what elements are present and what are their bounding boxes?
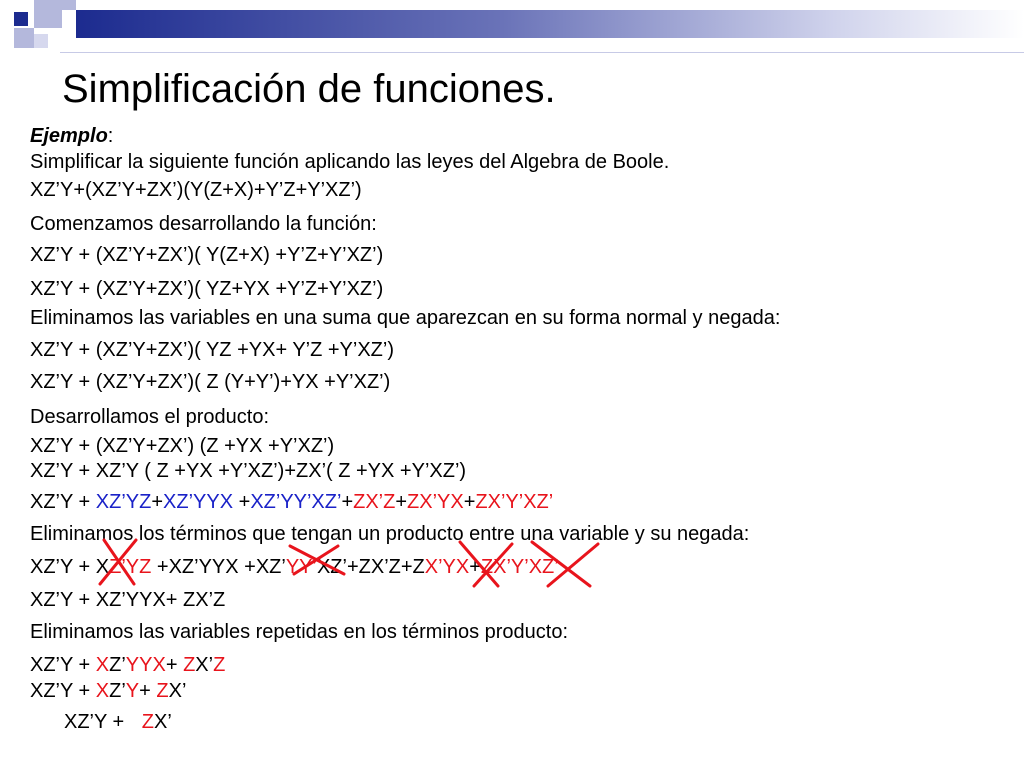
plus: + [469, 556, 481, 578]
example-label: Ejemplo [30, 125, 108, 147]
term-red: Y [125, 680, 140, 702]
step3-line-b: XZ’Y + XZ’Y ( Z +YX +Y’XZ’)+ZX’( Z +YX +Y’XZ’) [30, 460, 467, 482]
step2-line-b: XZ’Y + (XZ’Y+ZX’)( Z (Y+Y’)+YX +Y’XZ’) [30, 371, 391, 393]
term-red: X’YX [424, 556, 470, 578]
step4-text: Eliminamos los términos que tengan un producto entre una variable y su negada: [30, 523, 750, 545]
term: X’ [154, 711, 172, 733]
example-colon: : [107, 125, 114, 147]
step4-line-b: XZ’Y + XZ’YYX+ ZX’Z [30, 589, 226, 611]
term: XZ’Y + [30, 654, 96, 676]
cross-out-mark [548, 544, 598, 586]
term: XZ’Y + X [30, 556, 110, 578]
term: XZ’Y + [30, 491, 96, 513]
plus: + [233, 491, 251, 513]
term-red: Z [213, 654, 226, 676]
term: XZ’+ZX’Z+Z [316, 556, 425, 578]
cross-out-mark [532, 542, 590, 586]
step1-line-b: XZ’Y + (XZ’Y+ZX’)( YZ+YX +Y’Z+Y’XZ’) [30, 278, 384, 300]
term: Z’ [109, 680, 126, 702]
term-blue: XZ’YY’XZ’ [250, 491, 342, 513]
term-red: Z [183, 654, 196, 676]
term: X’ [168, 680, 187, 702]
term: X’ [195, 654, 214, 676]
term: Z’ [109, 654, 126, 676]
step5-text: Eliminamos las variables repetidas en los términos producto: [30, 621, 569, 643]
term-red: ZX’Y’XZ’ [480, 556, 559, 578]
original-function: XZ’Y+(XZ’Y+ZX’)(Y(Z+X)+Y’Z+Y’XZ’) [30, 179, 362, 201]
plus: + [463, 491, 476, 513]
step2-text: Eliminamos las variables en una suma que aparezcan en su forma normal y negada: [30, 307, 781, 329]
term: XZ’Y + [30, 680, 96, 702]
task-text: Simplificar la siguiente función aplicando las leyes del Algebra de Boole. [30, 151, 670, 173]
page-title: Simplificación de funciones. [62, 67, 556, 111]
term-red: Z’YZ [109, 556, 152, 578]
step2-line-a: XZ’Y + (XZ’Y+ZX’)( YZ +YX+ Y’Z +Y’XZ’) [30, 339, 394, 361]
term-red: YY’ [285, 556, 317, 578]
step3-text: Desarrollamos el producto: [30, 406, 269, 428]
term-blue: XZ’YZ [95, 491, 152, 513]
step3-line-a: XZ’Y + (XZ’Y+ZX’) (Z +YX +Y’XZ’) [30, 435, 335, 457]
step1-line-a: XZ’Y + (XZ’Y+ZX’)( Y(Z+X) +Y’Z+Y’XZ’) [30, 244, 384, 266]
step1-text: Comenzamos desarrollando la función: [30, 213, 377, 235]
plus: + [165, 654, 184, 676]
term-red: X [95, 654, 110, 676]
term-blue: XZ’YYX [163, 491, 234, 513]
term: +XZ’YYX +XZ’ [151, 556, 286, 578]
term-red: Z [156, 680, 169, 702]
term-red: ZX’Z [353, 491, 396, 513]
term-red: YYX [125, 654, 166, 676]
plus: + [151, 491, 164, 513]
plus: + [395, 491, 408, 513]
plus: + [341, 491, 354, 513]
plus: + [139, 680, 157, 702]
term-red: Z [141, 711, 154, 733]
term-red: ZX’Y’XZ’ [475, 491, 554, 513]
term-red: ZX’YX [407, 491, 464, 513]
term: XZ’Y + [64, 711, 130, 733]
term-red: X [95, 680, 110, 702]
